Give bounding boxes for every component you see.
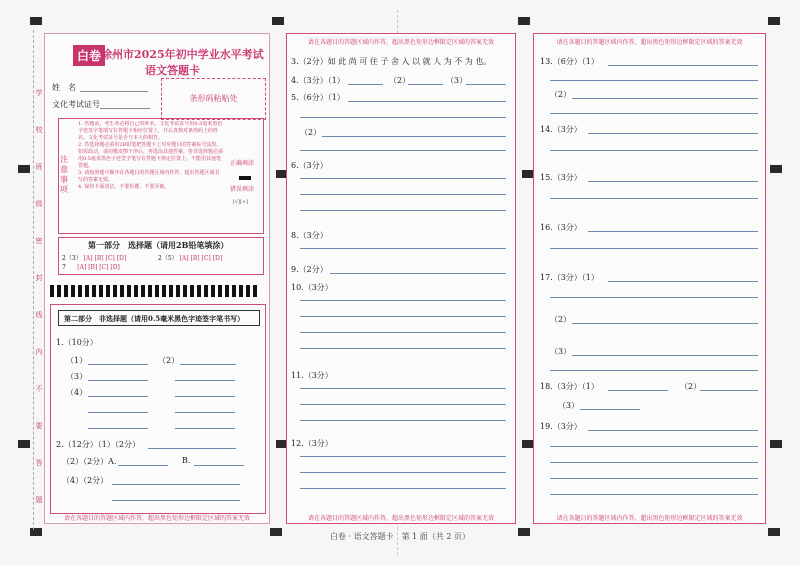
answer-line[interactable] [550, 198, 758, 199]
question-4-3: （3） [446, 76, 468, 85]
answer-line[interactable] [88, 396, 148, 397]
barcode-area[interactable] [161, 78, 266, 120]
page-footer: 白卷 · 语文答题卡 第 1 面（共 2 页） [330, 532, 470, 541]
area-notice-bottom: 请在各题目的答题区域内作答，超出黑色矩形边框限定区域的答案无效 [63, 515, 250, 522]
question-18-2: （2） [680, 382, 702, 391]
answer-line[interactable] [300, 404, 506, 405]
answer-line[interactable] [608, 65, 758, 66]
answer-line[interactable] [175, 396, 235, 397]
answer-line[interactable] [300, 348, 506, 349]
question-1-2: （2） [158, 356, 180, 365]
answer-line[interactable] [550, 494, 758, 495]
question-13: 13.（6分）（1） [540, 57, 599, 66]
choice-7: 7 [A] [B] [C] [D] [62, 264, 120, 271]
question-19: 19.（3分） [540, 422, 582, 431]
registration-mark [18, 165, 30, 173]
area-notice-bottom: 请在各题目的答题区域内作答，超出黑色矩形边框限定区域的答案无效 [556, 515, 743, 522]
answer-line[interactable] [300, 332, 506, 333]
answer-line[interactable] [112, 484, 240, 485]
side-vertical-text: 学 校 班 级 密 封 线 内 不 要 答 题 [35, 89, 43, 504]
question-5-2: （2） [300, 128, 322, 137]
answer-line[interactable] [194, 465, 244, 466]
barcode-label: 条形码粘贴处 [189, 94, 238, 103]
answer-line[interactable] [588, 430, 758, 431]
question-12: 12.（3分） [291, 439, 333, 448]
answer-line[interactable] [608, 281, 758, 282]
answer-line[interactable] [300, 420, 506, 421]
answer-line[interactable] [580, 409, 640, 410]
answer-line[interactable] [300, 472, 506, 473]
question-8: 8.（3分） [291, 231, 328, 240]
answer-line[interactable] [550, 248, 758, 249]
question-3: 3.（2分）如 此 尚 可 住 子 舍 入 以 就 人 为 不 为 也。 [291, 57, 492, 66]
answer-line[interactable] [322, 136, 506, 137]
answer-line[interactable] [300, 194, 506, 195]
question-15: 15.（3分） [540, 173, 582, 182]
answer-line[interactable] [175, 428, 235, 429]
answer-line[interactable] [148, 448, 236, 449]
correct-fill-label: 正确填涂 [230, 160, 255, 167]
question-5: 5.（6分）（1） [291, 93, 345, 102]
separator-bar [50, 285, 257, 297]
registration-mark [30, 17, 42, 25]
question-1: 1.（10分） [56, 338, 98, 347]
question-9: 9.（2分） [291, 265, 328, 274]
choice-options[interactable]: [A] [B] [C] [D] [77, 264, 120, 271]
question-11: 11.（3分） [291, 371, 333, 380]
middle-panel [286, 33, 516, 524]
question-13-2: （2） [550, 90, 572, 99]
question-10: 10.（3分） [291, 283, 333, 292]
exam-id-field[interactable] [100, 108, 150, 109]
part1-title: 第一部分 选择题（请用2B铅笔填涂） [88, 240, 229, 250]
registration-mark [272, 17, 284, 25]
choice-2-3: 2（3） [A] [B] [C] [D] [62, 255, 127, 262]
answer-line[interactable] [112, 500, 240, 501]
registration-mark [770, 165, 782, 173]
wrong-fill-label: 错误填涂 [230, 186, 255, 193]
area-notice-top: 请在各题目的答题区域内作答，超出黑色矩形边框限定区域的答案无效 [556, 39, 743, 46]
choice-2-5: 2（5） [A] [B] [C] [D] [158, 255, 223, 262]
exam-id-label: 文化考试证号 [52, 100, 100, 109]
question-17-3: （3） [550, 347, 572, 356]
answer-line[interactable] [550, 113, 758, 114]
answer-line[interactable] [608, 390, 668, 391]
answer-line[interactable] [550, 80, 758, 81]
answer-line[interactable] [550, 370, 758, 371]
answer-line[interactable] [588, 231, 758, 232]
question-1-3: （3） [66, 372, 88, 381]
answer-line[interactable] [348, 101, 506, 102]
registration-mark [768, 17, 780, 25]
answer-line[interactable] [300, 117, 506, 118]
answer-line[interactable] [118, 465, 168, 466]
question-1-1: （1） [66, 356, 88, 365]
name-label: 姓 名 [52, 83, 76, 92]
answer-line[interactable] [572, 98, 758, 99]
question-18-3: （3） [558, 401, 580, 410]
choice-options[interactable]: [A] [B] [C] [D] [83, 255, 127, 262]
answer-line[interactable] [88, 428, 148, 429]
registration-mark [518, 17, 530, 25]
question-4: 4.（3分）（1） [291, 76, 345, 85]
question-1-4: （4） [66, 388, 88, 397]
question-2-4: （4）（2分） [62, 476, 109, 485]
answer-line[interactable] [300, 248, 506, 249]
answer-line[interactable] [550, 446, 758, 447]
answer-line[interactable] [300, 488, 506, 489]
wrong-fill-sample: [√][×] [233, 199, 249, 205]
answer-line[interactable] [180, 364, 236, 365]
answer-line[interactable] [550, 297, 758, 298]
answer-line[interactable] [300, 456, 506, 457]
answer-line[interactable] [550, 478, 758, 479]
answer-line[interactable] [550, 150, 758, 151]
answer-line[interactable] [572, 355, 758, 356]
correct-fill-sample [239, 176, 251, 180]
answer-line[interactable] [88, 364, 148, 365]
paper-badge: 白卷 [73, 45, 105, 66]
name-field[interactable] [80, 91, 148, 92]
registration-mark [770, 440, 782, 448]
question-18: 18.（3分）（1） [540, 382, 599, 391]
question-16: 16.（3分） [540, 223, 582, 232]
answer-line[interactable] [572, 323, 758, 324]
question-2: 2.（12分）（1）（2分） [56, 440, 140, 449]
part2-title: 第二部分 非选择题（请用0.5毫米黑色字迹签字笔书写） [64, 314, 245, 323]
answer-line[interactable] [300, 316, 506, 317]
answer-line[interactable] [466, 84, 506, 85]
answer-line[interactable] [300, 388, 506, 389]
question-17-2: （2） [550, 315, 572, 324]
answer-line[interactable] [330, 273, 506, 274]
answer-line[interactable] [175, 412, 235, 413]
question-4-2: （2） [389, 76, 411, 85]
area-notice-top: 请在各题目的答题区域内作答，超出黑色矩形边框限定区域的答案无效 [307, 39, 494, 46]
answer-line[interactable] [700, 390, 758, 391]
notice-text: 1. 答题前，考生务必将自己的姓名、文化考试证号用0.5毫米黑色字迹签字笔填写在答题卡相应位置上，并认真核对条形码上的姓名、文化考试证号是否与本人的相符。 2. 答选择题必须用2B铅笔把答题卡上对应题目的答案标号涂黑。如需改动，请用橡皮擦干净后，再选涂其他答案。答非选择题必须用0.5毫米黑色字迹签字笔写在答题卡规定位置上，不能用其他笔答题。 3. 请按照题号顺序在各题目的答题区域内作答，超出答题区域书写的答案无效。 4. 保持卡面清洁，不要折叠、不要弄破。 [78, 121, 224, 190]
answer-line[interactable] [88, 380, 148, 381]
registration-mark [18, 440, 30, 448]
answer-line[interactable] [175, 380, 235, 381]
answer-line[interactable] [300, 300, 506, 301]
answer-line[interactable] [300, 210, 506, 211]
area-notice-bottom: 请在各题目的答题区域内作答，超出黑色矩形边框限定区域的答案无效 [307, 515, 494, 522]
question-2-2: （2）（2分）A. [62, 457, 117, 466]
question-17: 17.（3分）（1） [540, 273, 599, 282]
notice-label: 注意事项 [60, 155, 68, 194]
answer-line[interactable] [88, 412, 148, 413]
answer-line[interactable] [348, 84, 383, 85]
answer-line[interactable] [588, 133, 758, 134]
answer-line[interactable] [300, 178, 506, 179]
exam-title: 徐州市2025年初中学业水平考试 [101, 48, 264, 61]
answer-line[interactable] [300, 150, 506, 151]
question-14: 14.（3分） [540, 125, 582, 134]
choice-options[interactable]: [A] [B] [C] [D] [179, 255, 223, 262]
exam-subtitle: 语文答题卡 [145, 64, 200, 77]
answer-line[interactable] [408, 84, 443, 85]
question-6: 6.（3分） [291, 161, 328, 170]
question-2-2b: B. [182, 456, 191, 465]
answer-line[interactable] [550, 462, 758, 463]
answer-line[interactable] [588, 181, 758, 182]
